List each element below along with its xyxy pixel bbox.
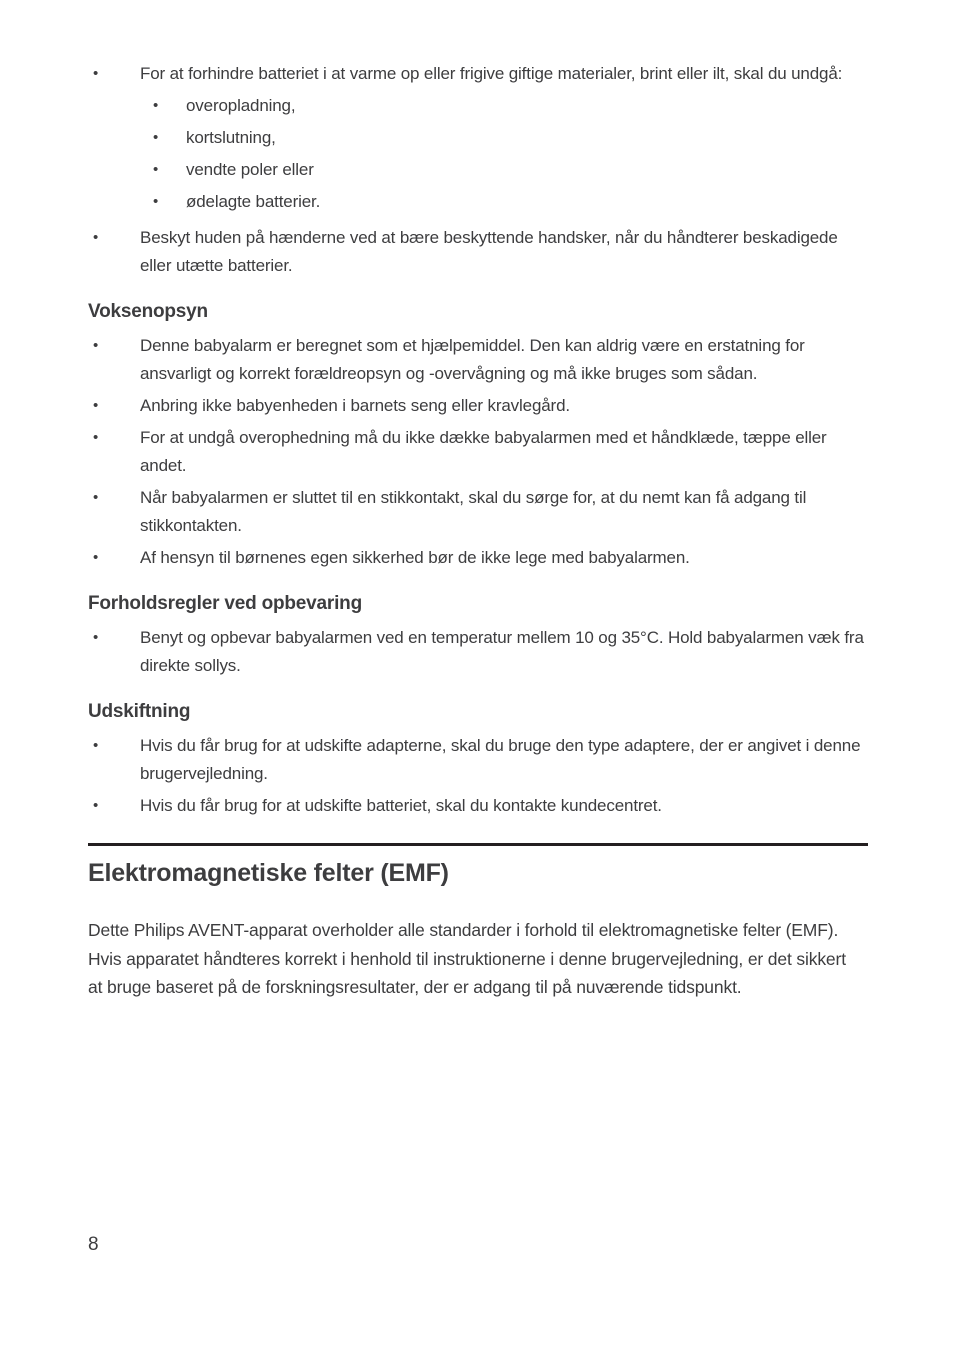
list-item [88, 792, 868, 820]
emf-paragraph: Dette Philips AVENT-apparat overholder alle standarder i forhold til elektromagnetiske felter (EMF). Hvis apparatet håndteres korrekt i henhold til instruktionerne i denne brugervejledning, er det sikkert at bruge baseret på de forskningsresultater, der er adgang til på nuværende tidspunkt. [88, 920, 846, 997]
sublist-item-text: vendte poler eller [186, 160, 314, 179]
bullet-icon: • [93, 397, 99, 414]
section-heading: Forholdsregler ved opbevaring [88, 593, 362, 614]
list-item [88, 332, 868, 388]
list-item [88, 60, 868, 220]
list-item-text: Af hensyn til børnenes egen sikkerhed bør de ikke lege med babyalarmen. [140, 548, 690, 567]
section-forholdsregler [88, 591, 868, 680]
list-item-text: Benyt og opbevar babyalarmen ved en temperatur mellem 10 og 35°C. Hold babyalarmen væk fra direkte sollys. [140, 628, 864, 675]
bullet-icon: • [93, 549, 99, 566]
list-item [88, 732, 868, 788]
sublist-item-text: kortslutning, [186, 128, 276, 147]
section-list [88, 732, 868, 820]
sublist-item-text: ødelagte batterier. [186, 192, 321, 211]
manual-page [88, 60, 868, 1002]
intro-list [88, 60, 868, 280]
list-item-text: Hvis du får brug for at udskifte batteriet, skal du kontakte kundecentret. [140, 796, 662, 815]
bullet-icon: • [153, 129, 159, 146]
list-item [88, 424, 868, 480]
bullet-icon: • [153, 193, 159, 210]
sublist-item [148, 188, 868, 216]
section-heading: Udskiftning [88, 701, 191, 722]
sublist-item [148, 124, 868, 152]
bullet-icon: • [93, 737, 99, 754]
page-number: 8 [88, 1234, 99, 1255]
list-item-text: Denne babyalarm er beregnet som et hjælpemiddel. Den kan aldrig være en erstatning for ansvarligt og korrekt forældreopsyn og -overvågning og må ikke bruges som sådan. [140, 336, 805, 383]
emf-heading: Elektromagnetiske felter (EMF) [88, 859, 449, 887]
list-item [88, 392, 868, 420]
section-voksenopsyn [88, 299, 868, 572]
bullet-icon: • [153, 161, 159, 178]
list-item-text: Beskyt huden på hænderne ved at bære beskyttende handsker, når du håndterer beskadigede eller utætte batterier. [140, 228, 838, 275]
section-divider [88, 843, 868, 846]
bullet-icon: • [153, 97, 159, 114]
section-list [88, 332, 868, 572]
section-heading: Voksenopsyn [88, 301, 208, 322]
sublist-item [148, 92, 868, 120]
bullet-icon: • [93, 489, 99, 506]
sublist-item [148, 156, 868, 184]
bullet-icon: • [93, 629, 99, 646]
list-item-text: For at undgå overophedning må du ikke dække babyalarmen med et håndklæde, tæppe eller andet. [140, 428, 827, 475]
list-item-body [140, 60, 868, 220]
list-item [88, 544, 868, 572]
list-item-text: Når babyalarmen er sluttet til en stikkontakt, skal du sørge for, at du nemt kan få adgang til stikkontakten. [140, 488, 807, 535]
list-item [88, 224, 868, 280]
bullet-icon: • [93, 797, 99, 814]
section-emf [88, 857, 868, 1002]
sublist-item-text: overopladning, [186, 96, 296, 115]
section-udskiftning [88, 699, 868, 820]
list-item-text: For at forhindre batteriet i at varme op eller frigive giftige materialer, brint eller ilt, skal du undgå: [140, 64, 843, 83]
list-item-text: Anbring ikke babyenheden i barnets seng eller kravlegård. [140, 396, 570, 415]
bullet-icon: • [93, 429, 99, 446]
bullet-icon: • [93, 229, 99, 246]
intro-sublist [148, 92, 868, 216]
list-item [88, 484, 868, 540]
section-list [88, 624, 868, 680]
bullet-icon: • [93, 337, 99, 354]
list-item-text: Hvis du får brug for at udskifte adapterne, skal du bruge den type adaptere, der er angivet i denne brugervejledning. [140, 736, 861, 783]
bullet-icon: • [93, 65, 99, 82]
list-item [88, 624, 868, 680]
